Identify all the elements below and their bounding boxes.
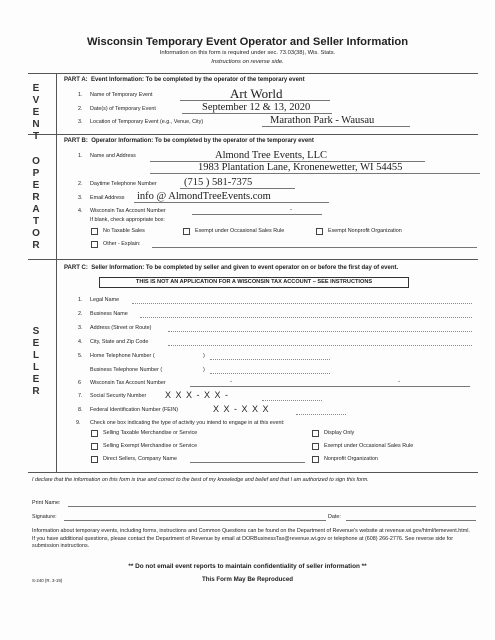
section-divider-a xyxy=(28,134,478,135)
selling-taxable-label: Selling Taxable Merchandise or Service xyxy=(103,430,198,436)
part-a-item-3-num: 3. xyxy=(78,119,83,125)
seller-item-5-num: 5. xyxy=(78,353,83,359)
part-b-item-1-num: 1. xyxy=(78,153,83,159)
side-label-seller: S E L L E R xyxy=(32,326,40,397)
event-date-label: Date(s) of Temporary Event xyxy=(90,106,156,112)
business-name-label: Business Name xyxy=(90,311,128,317)
footer-info-text: Information about temporary events, including forms, instructions and Common Questions can be found on the Department of Revenue's website at revenue.wi.gov/html/temevent.html. If you have additional questions, please contact the Department of Revenue by email at DORBusinessTax@revenue.wi.gov or telephone at (608) 266-2776. See reverse side for submission instructions. xyxy=(32,528,470,549)
fein-field[interactable] xyxy=(296,414,346,415)
checkbox-no-taxable-sales[interactable] xyxy=(91,228,98,235)
nonprofit-seller-label: Nonprofit Organization xyxy=(324,456,378,462)
checkbox-nonprofit[interactable] xyxy=(316,228,323,235)
seller-tax-dash-2: - xyxy=(398,379,400,385)
home-phone-field[interactable] xyxy=(210,359,330,360)
operator-tax-line[interactable] xyxy=(192,214,322,215)
occasional-sales-label: Exempt under Occasional Sales Rule xyxy=(195,228,285,234)
operator-phone-label: Daytime Telephone Number xyxy=(90,181,157,187)
form-id: S-240 (R. 3-19) xyxy=(32,578,63,583)
event-date-line xyxy=(182,113,332,114)
home-phone-label: Home Telephone Number ( xyxy=(90,353,155,359)
business-phone-field[interactable] xyxy=(210,373,330,374)
side-divider xyxy=(56,73,57,473)
operator-address-value[interactable]: 1983 Plantation Lane, Kronenewetter, WI 54455 xyxy=(198,162,403,173)
seller-tax-dash-1: - xyxy=(230,379,232,385)
display-only-label: Display Only xyxy=(324,430,355,436)
ssn-mask: X X X - X X - xyxy=(165,390,230,400)
address-label: Address (Street or Route) xyxy=(90,325,152,331)
seller-tax-label: Wisconsin Tax Account Number xyxy=(90,380,166,386)
city-state-zip-field[interactable] xyxy=(168,345,472,346)
business-phone-close: ) xyxy=(203,367,205,373)
legal-name-field[interactable] xyxy=(132,303,472,304)
fein-label: Federal Identification Number (FEIN) xyxy=(90,407,179,413)
legal-name-label: Legal Name xyxy=(90,297,120,303)
operator-name-label: Name and Address xyxy=(90,153,136,159)
print-name-field[interactable] xyxy=(68,506,476,507)
occasional-sales-seller-label: Exempt under Occasional Sales Rule xyxy=(324,443,414,449)
operator-email-line xyxy=(134,202,329,203)
part-a-item-2-num: 2. xyxy=(78,106,83,112)
event-name-line xyxy=(180,100,330,101)
operator-name-value[interactable]: Almond Tree Events, LLC xyxy=(215,150,327,161)
signature-field[interactable] xyxy=(64,520,326,521)
instructions-note: Instructions on reverse side. xyxy=(211,59,284,65)
part-b-heading: PART B: Operator Information: To be completed by the operator of the temporary event xyxy=(64,138,314,144)
seller-item-7-num: 7. xyxy=(78,393,83,399)
operator-tax-dash: - xyxy=(290,207,292,213)
frame-top-line xyxy=(28,73,478,74)
event-date-value[interactable]: September 12 & 13, 2020 xyxy=(202,102,311,113)
address-field[interactable] xyxy=(168,331,472,332)
checkbox-display-only[interactable] xyxy=(312,430,319,437)
operator-tax-note: If blank, check appropriate box: xyxy=(90,217,165,223)
operator-phone-value[interactable]: (715 ) 581-7375 xyxy=(184,177,253,188)
part-b-item-3-num: 3. xyxy=(78,195,83,201)
signature-label: Signature: xyxy=(32,514,57,520)
date-label: Date: xyxy=(328,514,341,520)
part-b-item-2-num: 2. xyxy=(78,181,83,187)
not-an-application-notice: THIS IS NOT AN APPLICATION FOR A WISCONSIN TAX ACCOUNT – SEE INSTRUCTIONS xyxy=(99,277,409,288)
selling-exempt-label: Selling Exempt Merchandise or Service xyxy=(103,443,198,449)
part-a-item-1-num: 1. xyxy=(78,92,83,98)
seller-tax-field[interactable] xyxy=(190,386,470,387)
no-taxable-sales-label: No Taxable Sales xyxy=(103,228,145,234)
date-field[interactable] xyxy=(346,520,476,521)
checkbox-selling-exempt[interactable] xyxy=(91,443,98,450)
direct-sellers-company-field[interactable] xyxy=(190,462,305,463)
seller-item-1-num: 1. xyxy=(78,297,83,303)
side-label-operator: O P E R A T O R xyxy=(32,156,40,251)
checkbox-nonprofit-seller[interactable] xyxy=(312,456,319,463)
ssn-field[interactable] xyxy=(262,400,322,401)
section-divider-c xyxy=(28,472,478,473)
checkbox-selling-taxable[interactable] xyxy=(91,430,98,437)
nonprofit-label: Exempt Nonprofit Organization xyxy=(328,228,402,234)
operator-email-label: Email Address xyxy=(90,195,125,201)
operator-phone-line xyxy=(180,188,295,189)
part-c-heading: PART C: Seller Information: To be completed by seller and given to event operator on or before the first day of event. xyxy=(64,265,399,271)
operator-tax-label: Wisconsin Tax Account Number xyxy=(90,208,166,214)
part-b-item-4-num: 4. xyxy=(78,208,83,214)
ssn-label: Social Security Number xyxy=(90,393,147,399)
part-a-heading: PART A: Event Information: To be completed by the operator of the temporary event xyxy=(64,77,305,83)
checkbox-occasional-sales-seller[interactable] xyxy=(312,443,319,450)
seller-item-9-num: 9. xyxy=(76,420,81,426)
declaration-text: I declare that the information on this form is true and correct to the best of my knowledge and belief and that I am authorized to sign this form. xyxy=(32,477,369,483)
city-state-zip-label: City, State and Zip Code xyxy=(90,339,149,345)
event-location-label: Location of Temporary Event (e.g., Venue, City) xyxy=(90,119,204,125)
operator-email-value[interactable]: info @ AlmondTreeEvents.com xyxy=(137,191,271,202)
checkbox-direct-sellers[interactable] xyxy=(91,456,98,463)
business-name-field[interactable] xyxy=(140,317,472,318)
home-phone-close: ) xyxy=(203,353,205,359)
form-subtitle: Information on this form is required under sec. 73.03(38), Wis. Stats. xyxy=(159,50,336,56)
seller-item-3-num: 3. xyxy=(78,325,83,331)
side-label-event: E V E N T xyxy=(32,83,40,142)
other-explain-label: Other - Explain: xyxy=(103,241,141,247)
checkbox-other[interactable] xyxy=(91,241,98,248)
seller-item-8-num: 8. xyxy=(78,407,83,413)
event-location-line xyxy=(262,126,410,127)
other-explain-line[interactable] xyxy=(152,247,477,248)
direct-sellers-label: Direct Sellers, Company Name xyxy=(103,456,177,462)
seller-item-2-num: 2. xyxy=(78,311,83,317)
event-location-value[interactable]: Marathon Park - Wausau xyxy=(270,115,375,126)
seller-item-6-num: 6 xyxy=(78,380,81,386)
reproduced-note: This Form May Be Reproduced xyxy=(201,576,294,583)
form-title: Wisconsin Temporary Event Operator and Seller Information xyxy=(86,36,409,48)
business-phone-label: Business Telephone Number ( xyxy=(90,367,163,373)
fein-mask: X X - X X X xyxy=(213,404,270,414)
checkbox-occasional-sales[interactable] xyxy=(183,228,190,235)
event-name-value[interactable]: Art World xyxy=(230,86,283,101)
confidentiality-warning: ** Do not email event reports to maintain confidentiality of seller information ** xyxy=(128,563,367,570)
operator-address-line xyxy=(150,173,480,174)
seller-item-4-num: 4. xyxy=(78,339,83,345)
section-divider-b xyxy=(28,259,478,260)
activity-instruction: Check one box indicating the type of activity you intend to engage in at this event: xyxy=(90,420,285,426)
event-name-label: Name of Temporary Event xyxy=(90,92,153,98)
print-name-label: Print Name: xyxy=(32,500,61,506)
